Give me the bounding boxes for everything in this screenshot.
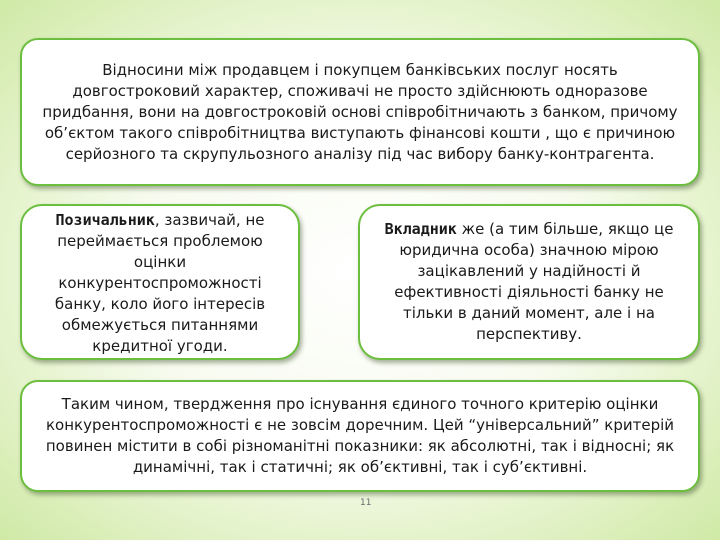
slide-page-number: 11 bbox=[360, 498, 372, 508]
borrower-description: , зазвичай, не переймається проблемою оцінки конкурентоспроможності банку, коло його інтересів обмежується питаннями кредитної угоди. bbox=[54, 211, 266, 355]
relationship-paragraph: Відносини між продавцем і покупцем банківських послуг носять довгостроковий характер, споживачі не просто здійснюють одноразове придбання, вони на довгостроковій основі співробітничають з банком, причому об’єктом такого співробітництва виступають фінансові кошти , що є причиною серйозного та скрупульозного аналізу під час вибору банку-контрагента. bbox=[42, 60, 678, 163]
borrower-text-box bbox=[20, 204, 300, 360]
borrower-paragraph bbox=[32, 210, 288, 357]
depositor-term: Вкладник bbox=[384, 220, 457, 238]
conclusion-text-box bbox=[20, 380, 700, 492]
borrower-term: Позичальник bbox=[55, 211, 155, 229]
depositor-paragraph bbox=[372, 219, 686, 345]
depositor-description: же (а тим більше, якщо це юридична особа) значною мірою зацікавлений у надійності й ефективності діяльності банку не тільки в даний момент, але і на перспективу. bbox=[394, 220, 674, 343]
conclusion-paragraph: Таким чином, твердження про існування єдиного точного критерію оцінки конкурентоспроможності є не зовсім доречним. Цей “універсальний” критерій повинен містити в собі різноманітні показники: як абсолютні, так і відносні; як динамічні, так і статичні; як об’єктивні, так і суб’єктивні. bbox=[45, 395, 675, 476]
relationship-text-box bbox=[20, 38, 700, 186]
depositor-text-box bbox=[358, 204, 700, 360]
